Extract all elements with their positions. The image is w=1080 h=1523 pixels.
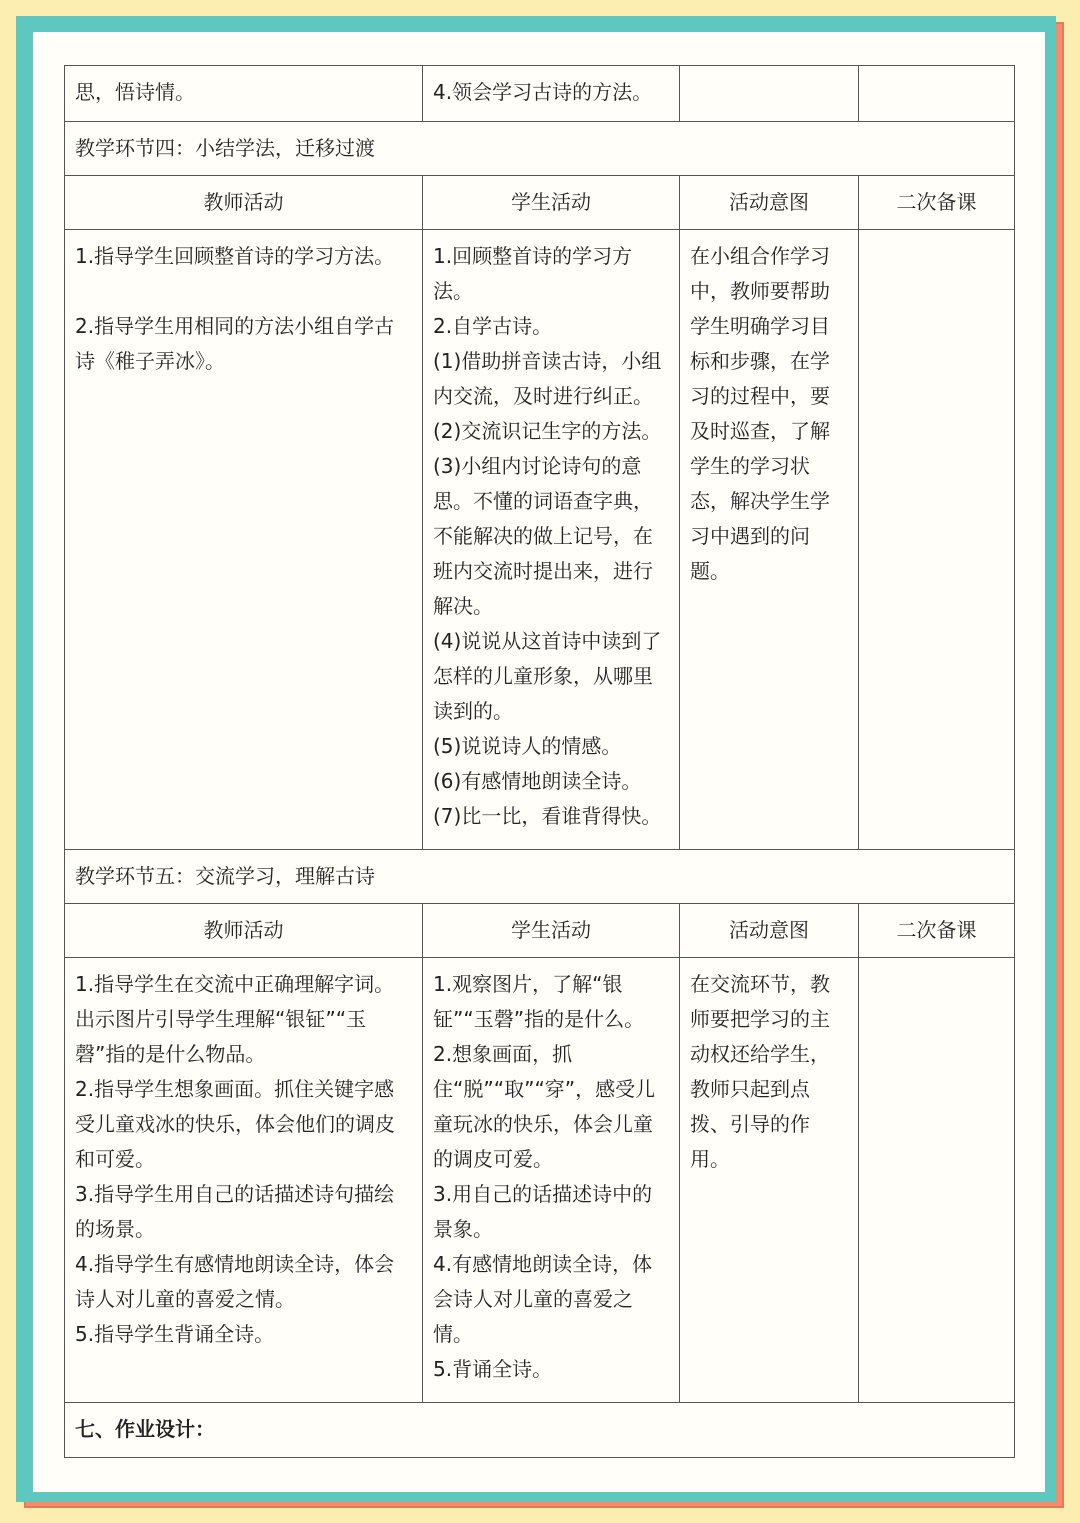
student-item: 2.想象画面，抓住“脱”“取”“穿”，感受儿童玩冰的快乐，体会儿童的调皮可爱。 bbox=[433, 1042, 656, 1171]
student-item: (1)借助拼音读古诗，小组内交流，及时进行纠正。 bbox=[433, 349, 662, 408]
student-item: (7)比一比，看谁背得快。 bbox=[433, 804, 662, 828]
section5-second-prep bbox=[859, 958, 1015, 1403]
section5-activity-intent: 在交流环节，教师要把学习的主动权还给学生，教师只起到点拨、引导的作用。 bbox=[680, 958, 859, 1403]
section5-content-row bbox=[65, 958, 1015, 1403]
spacer bbox=[75, 274, 412, 309]
homework-row bbox=[65, 1403, 1015, 1458]
student-item: 1.观察图片，了解“银钲”“玉磬”指的是什么。 bbox=[433, 972, 645, 1031]
header-second-prep: 二次备课 bbox=[859, 904, 1015, 958]
header-teacher-activity: 教师活动 bbox=[65, 176, 423, 230]
section4-second-prep bbox=[859, 230, 1015, 850]
header-second-prep: 二次备课 bbox=[859, 176, 1015, 230]
teacher-item: 2.指导学生用相同的方法小组自学古诗《稚子弄冰》。 bbox=[75, 314, 395, 373]
teacher-item: 4.指导学生有感情地朗读全诗，体会诗人对儿童的喜爱之情。 bbox=[75, 1252, 395, 1311]
student-item: (6)有感情地朗读全诗。 bbox=[433, 769, 642, 793]
teacher-item: 5.指导学生背诵全诗。 bbox=[75, 1322, 275, 1346]
section5-student-activity bbox=[423, 958, 680, 1403]
homework-title: 七、作业设计： bbox=[65, 1403, 1015, 1458]
teacher-item: 1.指导学生在交流中正确理解字词。出示图片引导学生理解“银钲”“玉磬”指的是什么物品。 bbox=[75, 972, 395, 1066]
section4-activity-intent: 在小组合作学习中，教师要帮助学生明确学习目标和步骤，在学习的过程中，要及时巡查，了解学生的学习状态，解决学生学习中遇到的问题。 bbox=[680, 230, 859, 850]
header-student-activity: 学生活动 bbox=[423, 176, 680, 230]
section5-teacher-activity bbox=[65, 958, 423, 1403]
header-activity-intent: 活动意图 bbox=[680, 176, 859, 230]
header-activity-intent: 活动意图 bbox=[680, 904, 859, 958]
student-item: (5)说说诗人的情感。 bbox=[433, 734, 622, 758]
section4-content-row bbox=[65, 230, 1015, 850]
teacher-item: 3.指导学生用自己的话描述诗句描绘的场景。 bbox=[75, 1182, 395, 1241]
header-row bbox=[65, 176, 1015, 230]
student-item: 1.回顾整首诗的学习方法。 bbox=[433, 244, 633, 303]
teacher-item: 2.指导学生想象画面。抓住关键字感受儿童戏冰的快乐，体会他们的调皮和可爱。 bbox=[75, 1077, 395, 1171]
intent-cell bbox=[680, 66, 859, 122]
student-item: 3.用自己的话描述诗中的景象。 bbox=[433, 1182, 653, 1241]
section4-teacher-activity bbox=[65, 230, 423, 850]
header-student-activity: 学生活动 bbox=[423, 904, 680, 958]
student-item: 5.背诵全诗。 bbox=[433, 1357, 553, 1381]
header-teacher-activity: 教师活动 bbox=[65, 904, 423, 958]
section-title-row bbox=[65, 850, 1015, 904]
student-item: 2.自学古诗。 bbox=[433, 314, 553, 338]
section4-student-activity bbox=[423, 230, 680, 850]
section4-title: 教学环节四：小结学法，迁移过渡 bbox=[65, 122, 1015, 176]
student-item: (2)交流识记生字的方法。 bbox=[433, 419, 662, 443]
section-title-row bbox=[65, 122, 1015, 176]
student-activity-cell: 4.领会学习古诗的方法。 bbox=[423, 66, 680, 122]
student-item: (3)小组内讨论诗句的意思。不懂的词语查字典，不能解决的做上记号，在班内交流时提出来，进行解决。 bbox=[433, 454, 653, 618]
student-item: (4)说说从这首诗中读到了怎样的儿童形象，从哪里读到的。 bbox=[433, 629, 662, 723]
header-row bbox=[65, 904, 1015, 958]
teacher-item: 1.指导学生回顾整首诗的学习方法。 bbox=[75, 244, 395, 268]
second-prep-cell bbox=[859, 66, 1015, 122]
section5-title: 教学环节五：交流学习，理解古诗 bbox=[65, 850, 1015, 904]
teacher-activity-cell: 思，悟诗情。 bbox=[65, 66, 423, 122]
student-item: 4.有感情地朗读全诗，体会诗人对儿童的喜爱之情。 bbox=[433, 1252, 653, 1346]
lesson-plan-table bbox=[64, 65, 1015, 1458]
table-row-continuation bbox=[65, 66, 1015, 122]
